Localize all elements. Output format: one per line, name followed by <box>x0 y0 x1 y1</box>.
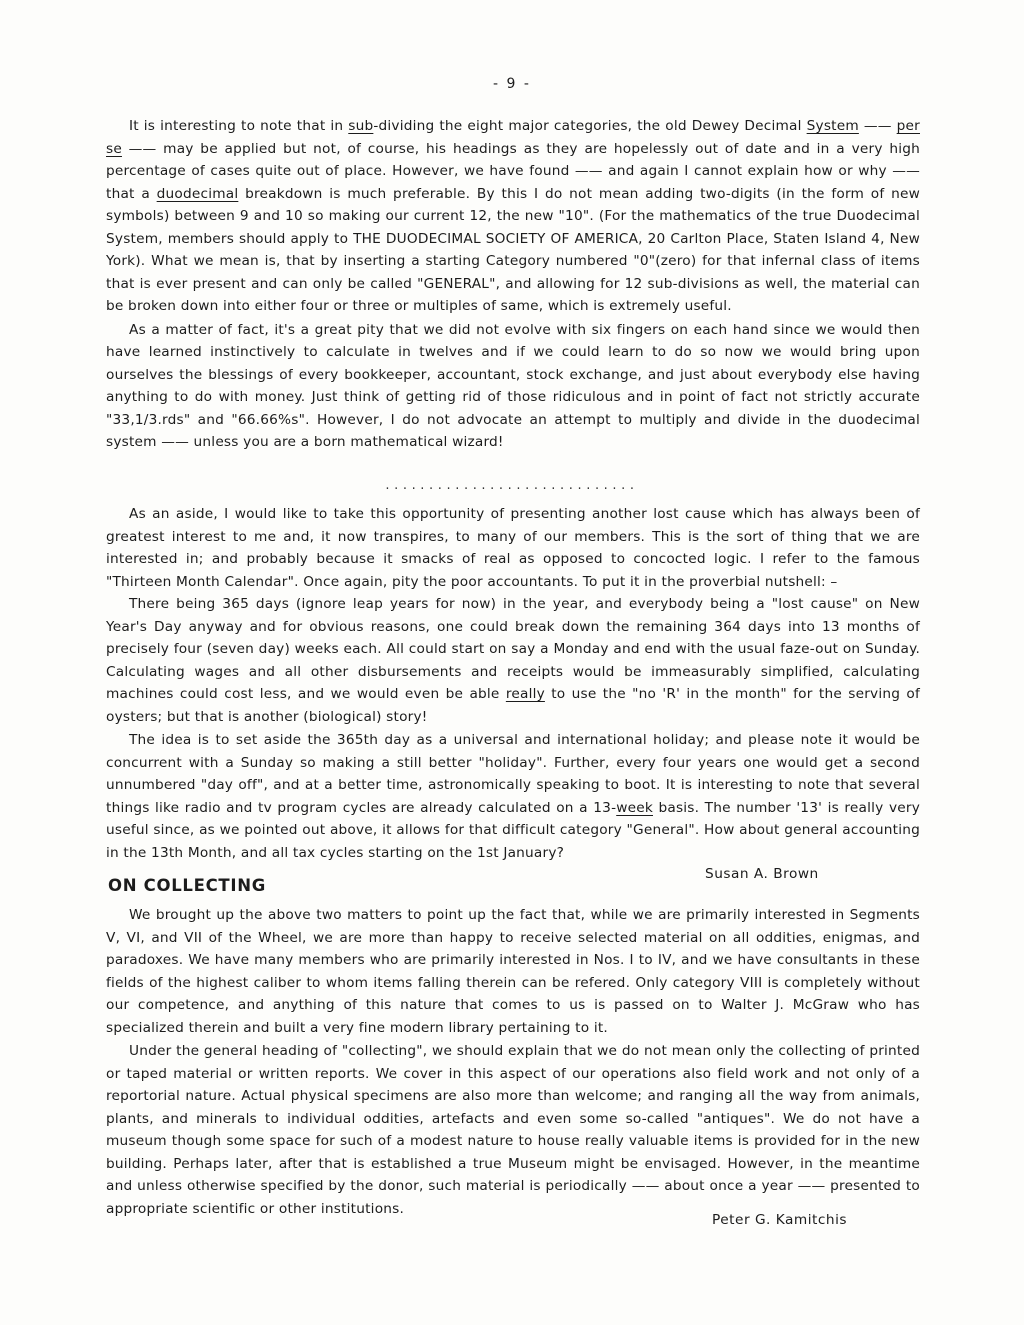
signature-peter-kamitchis: Peter G. Kamitchis <box>712 1212 848 1228</box>
paragraph-six-fingers: As a matter of fact, it's a great pity that we did not evolve with six fingers on each hand since we would then have learned instinctively to calculate in twelves and if we could learn to do so now we would bring upon ourselves the blessings of every bookkeeper, accountant, stock exchange, and just about everybody else having anything to do with money. Just think of getting rid of those ridiculous and in point of fact not strictly accurate "33,1/3.rds" and "66.66%s". However, I do not advocate an attempt to multiply and divide in the duodecimal system —— unless you are a born mathematical wizard! <box>106 321 920 450</box>
signature-susan-brown: Susan A. Brown <box>705 866 819 882</box>
paragraph-365-days <box>106 593 920 728</box>
text-run: breakdown is much preferable. By this I do not mean adding two-digits (in the form of new symbols) between 9 and 10 so making our current 12, the new "10". (For the mathematics of the true Duodecimal System, members should apply to THE DUODECIMAL SOCIETY OF AMERICA, 20 Carlton Place, Staten Island 4, New York). What we mean is, that by inserting a starting Category numbered "0"(zero) for that infernal class of items that is ever present and can only be called "GENERAL", and allowing for 12 sub-divisions as well, the material can be broken down into either four or three or multiples of same, which is extremely useful. <box>106 185 920 314</box>
duodecimal-section <box>106 115 920 454</box>
text-run: The idea is to set aside the 365th day as a universal and international holiday; and please note it would be concurrent with a Sunday so making a still better "holiday". Further, every four years one would get a second unnumbered "day off", and at a better time, astronomically speaking to boot. It is interesting to note that several things like radio and tv program cycles are already calculated on a 13- <box>106 732 920 816</box>
text-run: There being 365 days (ignore leap years for now) in the year, and everybody being a "lost cause" on New Year's Day anyway and for obvious reasons, one could break down the remaining 364 days into 13 months of precisely four (seven day) weeks each. All could start on say a Monday and end with the usual faze-out on Sunday. Calculating wages and all other disbursements and receipts would be immeasurably simplified, calculating machines could cost less, and we would even be able <box>106 596 920 702</box>
underlined-text: duodecimal <box>156 185 239 202</box>
collecting-section <box>106 904 920 1220</box>
paragraph-holiday <box>106 729 920 864</box>
underlined-text: week <box>616 799 653 816</box>
text-run: —— <box>858 118 897 134</box>
text-run: —— may be applied but not, of course, his headings as they are hopelessly out of date and in a very high percentage of cases quite out of place. However, we have found —— and again I cannot explain how or why —— that a <box>106 140 920 202</box>
paragraph-duodecimal-intro <box>106 115 920 318</box>
page-number: - 9 - <box>493 76 531 92</box>
calendar-section <box>106 503 920 864</box>
text-run: basis. The number '13' is really very useful since, as we pointed out above, it allows for that difficult category "General". How about general accounting in the 13th Month, and all tax cycles starting on the 1st January? <box>106 799 920 861</box>
text-run: to use the "no 'R' in the month" for the serving of oysters; but that is another (biological) story! <box>106 686 920 725</box>
underlined-text: System <box>806 118 859 134</box>
text-run: -dividing the eight major categories, the old Dewey Decimal <box>373 118 807 134</box>
underlined-text: sub <box>348 118 374 134</box>
underlined-text: per se <box>106 118 920 157</box>
underlined-text: really <box>505 686 545 702</box>
section-divider: ............................. <box>385 478 639 493</box>
paragraph-collecting: Under the general heading of "collecting", we should explain that we do not mean only the collecting of printed or taped material or written reports. We cover in this aspect of our operations also field work and not only of a reportorial nature. Actual physical specimens are also more than welcome; and ranging all the way from animals, plants, and minerals to individual oddities, artefacts and even some so-called "antiques". We do not have a museum though some space for such of a modest nature to house really valuable items is provided for in the new building. Perhaps later, after that is established a true Museum might be envisaged. However, in the meantime and unless otherwise specified by the donor, such material is periodically —— about once a year —— presented to appropriate scientific or other institutions. <box>106 1043 920 1217</box>
paragraph-segments: We brought up the above two matters to point up the fact that, while we are primarily interested in Segments V, VI, and VII of the Wheel, we are more than happy to receive selected material on all oddities, enigmas, and paradoxes. We have many members who are primarily interested in Nos. I to IV, and we have consultants in these fields of the highest caliber to whom items falling therein can be refered. Only category VIII is completely without our competence, and anything of this nature that comes to us is passed on to Walter J. McGraw who has specialized therein and built a very fine modern library pertaining to it. <box>106 907 920 1036</box>
paragraph-thirteen-month-intro: As an aside, I would like to take this opportunity of presenting another lost cause which has always been of greatest interest to me and, it now transpires, to many of our members. This is the sort of thing that we are interested in; and probably because it smacks of real as opposed to concocted logic. I refer to the famous "Thirteen Month Calendar". Once again, pity the poor accountants. To put it in the proverbial nutshell: – <box>106 506 920 590</box>
section-heading-on-collecting: ON COLLECTING <box>108 876 266 895</box>
text-run: It is interesting to note that in <box>129 118 349 134</box>
